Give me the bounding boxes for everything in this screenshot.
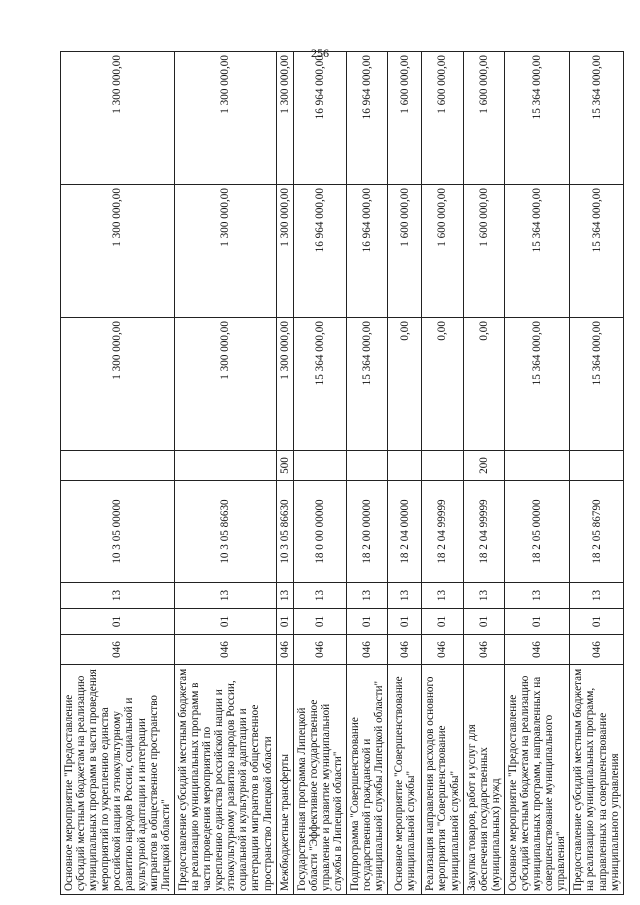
amount-2: 1 600 000,00 xyxy=(422,185,463,318)
expense-type-code xyxy=(504,451,569,481)
amount-1: 15 364 000,00 xyxy=(293,318,346,451)
expense-type-code: 200 xyxy=(463,451,504,481)
expense-type-code: 500 xyxy=(276,451,293,481)
amount-1: 0,00 xyxy=(422,318,463,451)
target-article-code: 18 2 05 00000 xyxy=(504,481,569,583)
amount-2: 1 300 000,00 xyxy=(174,185,276,318)
table-row xyxy=(347,52,388,895)
row-name: Реализация направления расходов основного мероприятия "Совершенствование муниципальной службы" xyxy=(422,665,463,895)
admin-code: 046 xyxy=(422,635,463,665)
expense-type-code xyxy=(61,451,175,481)
admin-code: 046 xyxy=(388,635,422,665)
subsection-code: 13 xyxy=(174,583,276,609)
target-article-code: 18 0 00 00000 xyxy=(293,481,346,583)
table-row xyxy=(504,52,569,895)
table-row xyxy=(293,52,346,895)
page-number: 256 xyxy=(311,46,329,60)
row-name: Предоставление субсидий местным бюджетам на реализацию муниципальных программ, направленных на совершенствование муниципального управления xyxy=(570,665,623,895)
table-row xyxy=(422,52,463,895)
admin-code: 046 xyxy=(463,635,504,665)
amount-1: 0,00 xyxy=(463,318,504,451)
table-row xyxy=(276,52,293,895)
section-code: 01 xyxy=(388,609,422,635)
amount-3: 1 600 000,00 xyxy=(422,52,463,185)
amount-1: 15 364 000,00 xyxy=(347,318,388,451)
expense-type-code xyxy=(422,451,463,481)
row-name: Межбюджетные трансферты xyxy=(276,665,293,895)
expense-type-code xyxy=(347,451,388,481)
section-code: 01 xyxy=(463,609,504,635)
section-code: 01 xyxy=(174,609,276,635)
amount-3: 16 964 000,00 xyxy=(293,52,346,185)
admin-code: 046 xyxy=(61,635,175,665)
section-code: 01 xyxy=(504,609,569,635)
target-article-code: 18 2 04 99999 xyxy=(422,481,463,583)
admin-code: 046 xyxy=(276,635,293,665)
amount-3: 1 300 000,00 xyxy=(61,52,175,185)
amount-3: 15 364 000,00 xyxy=(570,52,623,185)
section-code: 01 xyxy=(570,609,623,635)
section-code: 01 xyxy=(61,609,175,635)
expense-type-code xyxy=(174,451,276,481)
amount-3: 1 600 000,00 xyxy=(463,52,504,185)
amount-1: 15 364 000,00 xyxy=(570,318,623,451)
target-article-code: 10 3 05 86630 xyxy=(276,481,293,583)
table-row xyxy=(388,52,422,895)
row-name: Основное мероприятие "Предоставление субсидий местным бюджетам на реализацию муниципальных программ в части проведения мероприятий по укреплению единства российской нации и этнокультурному развитию народов России, социальной и культурной адаптации и интеграции мигрантов в общественное пространство Липецкой области" xyxy=(61,665,175,895)
amount-1: 1 300 000,00 xyxy=(276,318,293,451)
amount-2: 16 964 000,00 xyxy=(347,185,388,318)
amount-2: 15 364 000,00 xyxy=(570,185,623,318)
row-name: Основное мероприятие "Предоставление субсидий местным бюджетам на реализацию муниципальных программ, направленных на совершенствование муниципального управления" xyxy=(504,665,569,895)
target-article-code: 10 3 05 86630 xyxy=(174,481,276,583)
admin-code: 046 xyxy=(293,635,346,665)
target-article-code: 18 2 05 86790 xyxy=(570,481,623,583)
subsection-code: 13 xyxy=(422,583,463,609)
amount-2: 15 364 000,00 xyxy=(504,185,569,318)
section-code: 01 xyxy=(293,609,346,635)
amount-2: 1 300 000,00 xyxy=(61,185,175,318)
amount-3: 1 300 000,00 xyxy=(276,52,293,185)
budget-table xyxy=(60,51,624,895)
row-name: Подпрограмма "Совершенствование государственной гражданской и муниципальной службы Липецкой области" xyxy=(347,665,388,895)
amount-2: 1 600 000,00 xyxy=(388,185,422,318)
admin-code: 046 xyxy=(504,635,569,665)
section-code: 01 xyxy=(276,609,293,635)
admin-code: 046 xyxy=(347,635,388,665)
row-name: Закупка товаров, работ и услуг для обеспечения государственных (муниципальных) нужд xyxy=(463,665,504,895)
subsection-code: 13 xyxy=(276,583,293,609)
amount-2: 1 600 000,00 xyxy=(463,185,504,318)
expense-type-code xyxy=(293,451,346,481)
admin-code: 046 xyxy=(570,635,623,665)
amount-1: 15 364 000,00 xyxy=(504,318,569,451)
table-row xyxy=(463,52,504,895)
amount-3: 16 964 000,00 xyxy=(347,52,388,185)
admin-code: 046 xyxy=(174,635,276,665)
amount-1: 1 300 000,00 xyxy=(61,318,175,451)
subsection-code: 13 xyxy=(61,583,175,609)
subsection-code: 13 xyxy=(293,583,346,609)
table-row xyxy=(570,52,623,895)
expense-type-code xyxy=(570,451,623,481)
amount-2: 16 964 000,00 xyxy=(293,185,346,318)
subsection-code: 13 xyxy=(463,583,504,609)
amount-3: 15 364 000,00 xyxy=(504,52,569,185)
table-row xyxy=(61,52,175,895)
amount-1: 1 300 000,00 xyxy=(174,318,276,451)
row-name: Предоставление субсидий местным бюджетам на реализацию муниципальных программ в части проведения мероприятий по укреплению единства российской нации и этнокультурному развитию народов России, социальной и культурной адаптации и интеграции мигрантов в общественное пространство Липецкой области xyxy=(174,665,276,895)
subsection-code: 13 xyxy=(504,583,569,609)
amount-3: 1 600 000,00 xyxy=(388,52,422,185)
amount-1: 0,00 xyxy=(388,318,422,451)
target-article-code: 18 2 00 00000 xyxy=(347,481,388,583)
budget-table-container xyxy=(60,52,621,895)
target-article-code: 18 2 04 99999 xyxy=(463,481,504,583)
row-name: Основное мероприятие "Совершенствование муниципальной службы" xyxy=(388,665,422,895)
amount-2: 1 300 000,00 xyxy=(276,185,293,318)
row-name: Государственная программа Липецкой области "Эффективное государственное управление и развитие муниципальной службы в Липецкой области" xyxy=(293,665,346,895)
target-article-code: 10 3 05 00000 xyxy=(61,481,175,583)
subsection-code: 13 xyxy=(347,583,388,609)
subsection-code: 13 xyxy=(570,583,623,609)
subsection-code: 13 xyxy=(388,583,422,609)
table-row xyxy=(174,52,276,895)
expense-type-code xyxy=(388,451,422,481)
section-code: 01 xyxy=(347,609,388,635)
section-code: 01 xyxy=(422,609,463,635)
amount-3: 1 300 000,00 xyxy=(174,52,276,185)
target-article-code: 18 2 04 00000 xyxy=(388,481,422,583)
